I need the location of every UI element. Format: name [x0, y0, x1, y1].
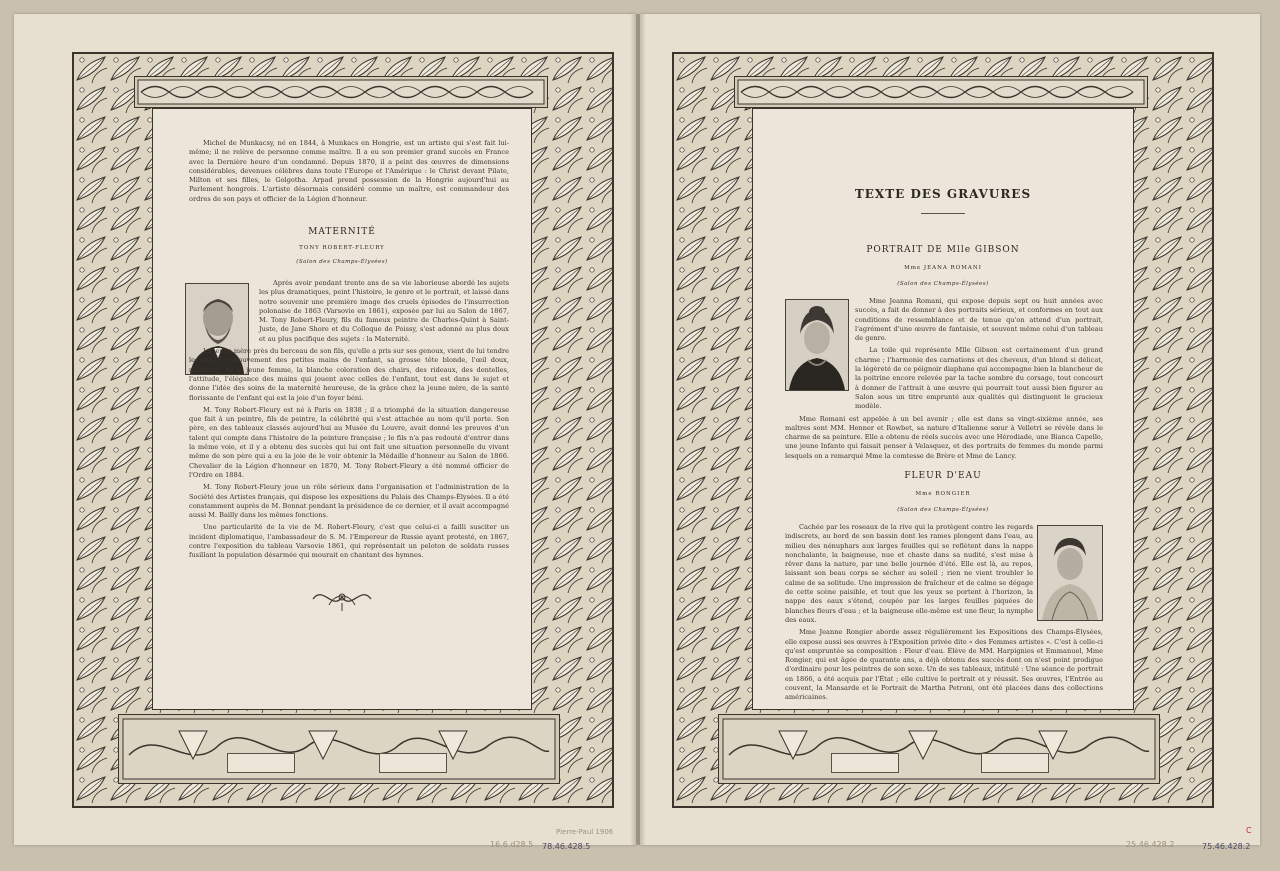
maternite-paragraph-2: La jeune mère près du berceau de son fils, qu'elle a pris sur ses genoux, vient de lui tendre le sein. Le mouvement des petites mains de l'enfant, sa grosse tête blonde, l'œil doux, maternel, de la jeune femme, la blanche coloration des chairs, des rideaux, des dentelles, l'attitude, l'élégance des mains qui jouent avec celles de l'enfant, tout est dans le sujet et donne l'idée des soins de la maternité heureuse, de la grâce chez la jeune mère, de la santé florissante de l'enfant qui est la joie d'un foyer béni. [189, 347, 509, 402]
right-faint-annotation: 25.46.428.2 [1126, 840, 1175, 849]
right-archive-mark: C [1246, 826, 1252, 835]
maternite-paragraph-3: M. Tony Robert-Fleury est né à Paris en 1838 ; il a triomphé de la situation dangereuse que fait à un peintre, fils de peintre, la célébrité qui s'est attachée au nom qu'il porte. Son père, en des tableaux classés aujourd'hui au Musée du Louvre, avait donné les preuves d'un talent qui compte dans l'histoire de la peinture française ; le fils n'a pas redouté d'entrer dans la même voie, et il y a obtenu des succès qui lui ont fait une situation personnelle du vivant même de son père qui a eu la joie de le voir obtenir la Médaille d'honneur au Salon de 1866. Chevalier de la Légion d'honneur en 1870, M. Tony Robert-Fleury a été nommé officier de l'Ordre en 1884. [189, 405, 509, 479]
maternite-paragraph-5: Une particularité de la vie de M. Robert-Fleury, c'est que celui-ci a failli susciter un incident diplomatique, l'ambassadeur de S. M. l'Empereur de Russie ayant protesté, en 1867, contre l'exposition du tableau Varsovie 1861, qui représentait un peloton de soldats russes fusillant la population désarmée qui mourait en chantant des hymnes. [189, 523, 509, 560]
right-archive-number: 75.46.428.2 [1202, 842, 1251, 851]
gibson-paragraph-1: Mme Jeanna Romani, qui expose depuis sept ou huit années avec succès, a fait de donner à des portraits sérieux, et conformes en tout aux conditions de ressemblance et de tenue qu'on attend d'un portrait, l'agrément d'une œuvre de fantaisie, et souvent même celui d'un tableau de genre. [855, 297, 1103, 343]
left-pencil-note: Pierre-Paul 1906 [556, 828, 614, 836]
gibson-text [785, 297, 1103, 460]
maternite-author: TONY ROBERT-FLEURY [299, 245, 385, 251]
gibson-author: Mme JEANA ROMANI [904, 265, 982, 271]
left-faint-annotation: 16.6 d28.5 [490, 840, 534, 849]
gibson-salon: (Salon des Champs-Élysées) [897, 281, 989, 287]
fleur-text [785, 523, 1103, 703]
fleur-salon: (Salon des Champs-Élysées) [897, 507, 989, 513]
fleur-paragraph-1: Cachée par les roseaux de la rive qui la protègent contre les regards indiscrets, au bord de son bassin dont les rames plongent dans l'eau, au milieu des nénuphars aux larges feuilles qui se reflètent dans la nappe nonchalante, la baigneuse, nue et chaste dans sa nudité, s'est mise à rêver dans la nature, par une belle journée d'été. Elle est là, au repos, laissant son beau corps se sécher au soleil ; rien ne vient troubler le calme de sa solitude. Une impression de fraîcheur et de calme se dégage de cette scène paisible, et tout que les yeux se portent à l'horizon, la nappe des eaux s'étend, coupée par les larges feuilles piquées de blanches fleurs d'eau ; et la baigneuse elle-même est une fleur, la nymphe des eaux. [785, 523, 1033, 624]
right-top-ornament-band [734, 76, 1148, 108]
gibson-paragraph-3: Mme Romani est appelée à un bel avenir ; elle est dans sa vingt-sixième année, ses maîtres sont MM. Henner et Rowbet, sa nature d'Italienne sœur à Velletri se révèle dans le charme de sa peinture. Elle a obtenu de réels succès avec une Hérodiade, une Bianca Capello, une jeune Infante qui faisait penser à Velasquez, et des portraits de femmes du monde parmi lesquels on a remarqué Mme la comtesse de Brère et Mme de Lancy. [785, 414, 1103, 460]
fleur-author: Mme RONGIER [915, 491, 971, 497]
page-gutter [630, 14, 646, 845]
main-title: TEXTE DES GRAVURES [854, 187, 1032, 201]
maternite-paragraph-4: M. Tony Robert-Fleury joue un rôle sérieux dans l'organisation et l'administration de la Société des Artistes français, qui dispose les expositions du Palais des Champs-Élysées. Il a été constamment auprès de M. Bonnat pendant la présidence de ce dernier, et il avait accompagné aussi M. Bailly dans les mêmes fonctions. [189, 483, 509, 520]
maternite-salon: (Salon des Champs-Élysées) [296, 259, 388, 265]
gibson-paragraph-2: La toile qui représente Mlle Gibson est certainement d'un grand charme ; l'harmonie des carnations et des cheveux, d'un blond si délicat, la légèreté de ce péignoir diaphane qui accompagne bien la blancheur de la poitrine encore relevée par la tache sombre du corsage, tout concourt à donner de l'attrait à une œuvre qui pourrait tout aussi bien figurer au Salon sous un titre emprunté aux qualités qui distinguent le gracieux modèle. [855, 346, 1103, 411]
right-text-panel [752, 108, 1134, 710]
left-text-panel [152, 108, 532, 710]
right-bottom-ornament-panel [718, 714, 1160, 784]
maternite-title: MATERNITÉ [308, 227, 376, 237]
left-archive-number: 78.46.428.5 [542, 842, 591, 851]
tailpiece-ornament [309, 583, 375, 613]
left-top-ornament-band [134, 76, 548, 108]
intro-paragraph [189, 139, 509, 231]
left-bottom-ornament-panel [118, 714, 560, 784]
fleur-title: FLEUR D'EAU [904, 471, 982, 481]
fleur-paragraph-2: Mme Jeanne Rongier aborde assez régulièrement les Expositions des Champs-Élysées, elle expose aussi ses œuvres à l'Exposition privée dite « des Femmes artistes ». C'est à celle-ci qu'est empruntée sa composition : Fleur d'eau. Élève de MM. Harpignies et Emmanuel, Mme Rongier, qui est âgée de quarante ans, a déjà obtenu des succès dont on n'est point prodigue d'ordinaire pour les peintres de son sexe. Un de ses tableaux, intitulé : Une séance de portrait en 1866, a été acquis par l'État ; elle cultive le portrait et y réussit. Ses œuvres, l'Entrée au couvent, la Mansarde et le Portrait de Martha Petroni, ont été placées dans des collections américaines. [785, 628, 1103, 702]
gibson-title: PORTRAIT DE Mlle GIBSON [866, 245, 1020, 255]
maternite-text [189, 279, 509, 560]
maternite-paragraph-1: Après avoir pendant trente ans de sa vie laborieuse abordé les sujets les plus dramatiques, peint l'histoire, le genre et le portrait, et laissé dans notre souvenir une première image des cruels épisodes de l'insurrection polonaise de 1863 (Varsovie en 1861), exposée par lui au Salon de 1867, M. Tony Robert-Fleury, fils du fameux peintre de Charles-Quint à Saint-Juste, de Jane Shore et du Colloque de Poissy, s'est adonné au plus doux et au plus pacifique des sujets : la Maternité. [259, 279, 509, 343]
title-divider [921, 213, 965, 214]
intro-text: Michel de Munkacsy, né en 1844, à Munkacs en Hongrie, est un artiste qui s'est fait lui-même; il ne relève de personne comme maître. Il a eu son premier grand succès en France avec la Dernière heure d'un condamné. Depuis 1870, il a peint des œuvres de dimensions considérables, devenues célèbres dans toute l'Europe et l'Amérique : le Christ devant Pilate, Milton et ses filles, le Golgotha. Arpad prend possession de la Hongrie aujourd'hui au Parlement hongrois. L'artiste désormais considéré comme un maître, est commandeur des ordres de son pays et officier de la Légion d'honneur. [189, 139, 509, 203]
